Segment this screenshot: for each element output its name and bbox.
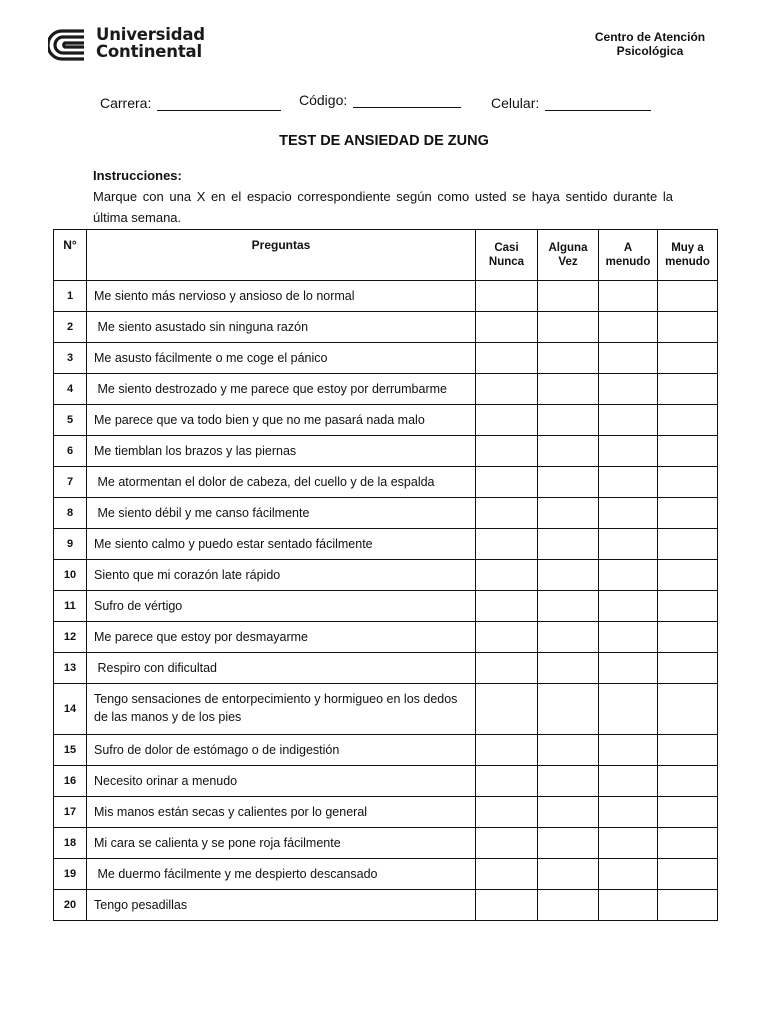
answer-cell-alguna-vez[interactable] <box>538 343 599 374</box>
table-row <box>54 529 718 560</box>
answer-cell-a-menudo[interactable] <box>599 591 658 622</box>
answer-cell-muy-a-menudo[interactable] <box>658 797 718 828</box>
answer-cell-alguna-vez[interactable] <box>538 467 599 498</box>
question-text: Me siento calmo y puedo estar sentado fácilmente <box>87 529 476 560</box>
question-number: 3 <box>54 343 87 374</box>
option-header-a-menudo-line2: menudo <box>605 256 651 268</box>
option-header-muy-a-menudo-line2: menudo <box>665 256 710 268</box>
answer-cell-muy-a-menudo[interactable] <box>658 560 718 591</box>
answer-cell-muy-a-menudo[interactable] <box>658 436 718 467</box>
table-row <box>54 343 718 374</box>
codigo-field <box>299 92 461 108</box>
question-number: 13 <box>54 653 87 684</box>
answer-cell-a-menudo[interactable] <box>599 735 658 766</box>
answer-cell-a-menudo[interactable] <box>599 281 658 312</box>
celular-field <box>491 95 651 111</box>
answer-cell-casi-nunca[interactable] <box>476 684 538 735</box>
question-text: Sufro de dolor de estómago o de indigestión <box>87 735 476 766</box>
table-row <box>54 560 718 591</box>
question-text: Me parece que va todo bien y que no me pasará nada malo <box>87 405 476 436</box>
option-header-a-menudo <box>599 230 658 281</box>
question-number: 9 <box>54 529 87 560</box>
carrera-field <box>100 95 281 111</box>
option-header-alguna-vez-line1: Alguna <box>548 242 588 254</box>
question-text: Tengo sensaciones de entorpecimiento y hormigueo en los dedos de las manos y de los pies <box>87 684 476 735</box>
answer-cell-alguna-vez[interactable] <box>538 498 599 529</box>
answer-cell-casi-nunca[interactable] <box>476 467 538 498</box>
answer-cell-alguna-vez[interactable] <box>538 281 599 312</box>
answer-cell-alguna-vez[interactable] <box>538 374 599 405</box>
table-row <box>54 766 718 797</box>
question-number: 19 <box>54 859 87 890</box>
question-text: Mis manos están secas y calientes por lo general <box>87 797 476 828</box>
answer-cell-alguna-vez[interactable] <box>538 591 599 622</box>
option-header-casi-nunca <box>476 230 538 281</box>
answer-cell-a-menudo[interactable] <box>599 498 658 529</box>
table-row <box>54 684 718 735</box>
answer-cell-casi-nunca[interactable] <box>476 343 538 374</box>
table-row <box>54 653 718 684</box>
answer-cell-alguna-vez[interactable] <box>538 622 599 653</box>
table-row <box>54 859 718 890</box>
question-number: 17 <box>54 797 87 828</box>
question-text: Me parece que estoy por desmayarme <box>87 622 476 653</box>
logo-line-1: Universidad <box>96 25 205 44</box>
answer-cell-alguna-vez[interactable] <box>538 560 599 591</box>
question-text: Siento que mi corazón late rápido <box>87 560 476 591</box>
option-header-alguna-vez <box>538 230 599 281</box>
center-name-line-2: Psicológica <box>616 44 684 58</box>
question-number: 12 <box>54 622 87 653</box>
answer-cell-alguna-vez[interactable] <box>538 405 599 436</box>
answer-cell-muy-a-menudo[interactable] <box>658 467 718 498</box>
option-header-muy-a-menudo-line1: Muy a <box>671 242 704 254</box>
question-text: Respiro con dificultad <box>87 653 476 684</box>
question-number: 15 <box>54 735 87 766</box>
answer-cell-muy-a-menudo[interactable] <box>658 343 718 374</box>
instructions-label: Instrucciones: <box>93 168 182 183</box>
answer-cell-muy-a-menudo[interactable] <box>658 312 718 343</box>
answer-cell-casi-nunca[interactable] <box>476 797 538 828</box>
table-row <box>54 374 718 405</box>
table-row <box>54 890 718 921</box>
table-row <box>54 828 718 859</box>
answer-cell-muy-a-menudo[interactable] <box>658 281 718 312</box>
instructions <box>93 165 673 228</box>
answer-cell-muy-a-menudo[interactable] <box>658 498 718 529</box>
carrera-label: Carrera: <box>100 95 152 111</box>
question-number: 4 <box>54 374 87 405</box>
answer-cell-a-menudo[interactable] <box>599 374 658 405</box>
answer-cell-casi-nunca[interactable] <box>476 766 538 797</box>
zung-test-table <box>53 229 718 921</box>
question-number: 20 <box>54 890 87 921</box>
answer-cell-a-menudo[interactable] <box>599 859 658 890</box>
university-logo-icon <box>48 28 88 62</box>
answer-cell-alguna-vez[interactable] <box>538 684 599 735</box>
question-number: 8 <box>54 498 87 529</box>
codigo-label: Código: <box>299 92 348 108</box>
table-row <box>54 467 718 498</box>
answer-cell-alguna-vez[interactable] <box>538 436 599 467</box>
question-number: 14 <box>54 684 87 735</box>
question-number: 6 <box>54 436 87 467</box>
answer-cell-muy-a-menudo[interactable] <box>658 684 718 735</box>
answer-cell-casi-nunca[interactable] <box>476 281 538 312</box>
answer-cell-muy-a-menudo[interactable] <box>658 890 718 921</box>
question-number: 1 <box>54 281 87 312</box>
answer-cell-casi-nunca[interactable] <box>476 735 538 766</box>
logo-wordmark <box>96 26 205 60</box>
answer-cell-alguna-vez[interactable] <box>538 529 599 560</box>
question-number: 5 <box>54 405 87 436</box>
answer-cell-alguna-vez[interactable] <box>538 766 599 797</box>
answer-cell-muy-a-menudo[interactable] <box>658 828 718 859</box>
question-text: Me tiemblan los brazos y las piernas <box>87 436 476 467</box>
answer-cell-a-menudo[interactable] <box>599 436 658 467</box>
answer-cell-muy-a-menudo[interactable] <box>658 529 718 560</box>
question-text: Sufro de vértigo <box>87 591 476 622</box>
answer-cell-a-menudo[interactable] <box>599 622 658 653</box>
answer-cell-a-menudo[interactable] <box>599 828 658 859</box>
answer-cell-a-menudo[interactable] <box>599 890 658 921</box>
celular-input-line[interactable] <box>545 96 651 111</box>
question-text: Me atormentan el dolor de cabeza, del cuello y de la espalda <box>87 467 476 498</box>
document-title: TEST DE ANSIEDAD DE ZUNG <box>279 133 489 149</box>
table-row <box>54 797 718 828</box>
table-row <box>54 312 718 343</box>
table-row <box>54 281 718 312</box>
question-number: 7 <box>54 467 87 498</box>
question-text: Mi cara se calienta y se pone roja fácilmente <box>87 828 476 859</box>
question-text: Me siento destrozado y me parece que estoy por derrumbarme <box>87 374 476 405</box>
carrera-input-line[interactable] <box>157 96 281 111</box>
answer-cell-a-menudo[interactable] <box>599 766 658 797</box>
table-row <box>54 436 718 467</box>
table-row <box>54 405 718 436</box>
answer-cell-muy-a-menudo[interactable] <box>658 766 718 797</box>
answer-cell-casi-nunca[interactable] <box>476 374 538 405</box>
answer-cell-casi-nunca[interactable] <box>476 312 538 343</box>
answer-cell-casi-nunca[interactable] <box>476 405 538 436</box>
question-number: 2 <box>54 312 87 343</box>
answer-cell-alguna-vez[interactable] <box>538 797 599 828</box>
center-name-line-1: Centro de Atención <box>594 30 706 44</box>
answer-cell-casi-nunca[interactable] <box>476 890 538 921</box>
table-header-row <box>54 230 718 281</box>
questions-header: Preguntas <box>87 230 476 281</box>
question-text: Me asusto fácilmente o me coge el pánico <box>87 343 476 374</box>
option-header-muy-a-menudo <box>658 230 718 281</box>
question-text: Me siento asustado sin ninguna razón <box>87 312 476 343</box>
answer-cell-a-menudo[interactable] <box>599 684 658 735</box>
answer-cell-a-menudo[interactable] <box>599 312 658 343</box>
answer-cell-alguna-vez[interactable] <box>538 312 599 343</box>
center-name <box>560 30 740 58</box>
answer-cell-muy-a-menudo[interactable] <box>658 859 718 890</box>
answer-cell-a-menudo[interactable] <box>599 405 658 436</box>
celular-label: Celular: <box>491 95 540 111</box>
university-logo <box>48 26 218 66</box>
answer-cell-casi-nunca[interactable] <box>476 436 538 467</box>
answer-cell-muy-a-menudo[interactable] <box>658 405 718 436</box>
table-row <box>54 498 718 529</box>
answer-cell-muy-a-menudo[interactable] <box>658 591 718 622</box>
option-header-alguna-vez-line2: Vez <box>558 256 578 268</box>
answer-cell-muy-a-menudo[interactable] <box>658 735 718 766</box>
logo-line-2: Continental <box>96 42 202 61</box>
answer-cell-casi-nunca[interactable] <box>476 653 538 684</box>
table-row <box>54 591 718 622</box>
option-header-casi-nunca-line1: Casi <box>494 242 519 254</box>
instructions-text: Marque con una X en el espacio correspondiente según como usted se haya sentido durante la última semana. <box>93 189 673 225</box>
option-header-a-menudo-line1: A <box>623 242 633 254</box>
question-number: 11 <box>54 591 87 622</box>
answer-cell-alguna-vez[interactable] <box>538 859 599 890</box>
answer-cell-alguna-vez[interactable] <box>538 828 599 859</box>
question-text: Me siento más nervioso y ansioso de lo normal <box>87 281 476 312</box>
answer-cell-a-menudo[interactable] <box>599 467 658 498</box>
answer-cell-casi-nunca[interactable] <box>476 560 538 591</box>
question-number: 18 <box>54 828 87 859</box>
answer-cell-a-menudo[interactable] <box>599 529 658 560</box>
answer-cell-alguna-vez[interactable] <box>538 735 599 766</box>
answer-cell-alguna-vez[interactable] <box>538 653 599 684</box>
answer-cell-alguna-vez[interactable] <box>538 890 599 921</box>
question-number: 16 <box>54 766 87 797</box>
table-row <box>54 735 718 766</box>
answer-cell-a-menudo[interactable] <box>599 797 658 828</box>
answer-cell-casi-nunca[interactable] <box>476 529 538 560</box>
question-text: Me duermo fácilmente y me despierto descansado <box>87 859 476 890</box>
answer-cell-a-menudo[interactable] <box>599 560 658 591</box>
question-text: Necesito orinar a menudo <box>87 766 476 797</box>
answer-cell-casi-nunca[interactable] <box>476 622 538 653</box>
answer-cell-muy-a-menudo[interactable] <box>658 374 718 405</box>
table-row <box>54 622 718 653</box>
answer-cell-casi-nunca[interactable] <box>476 498 538 529</box>
answer-cell-casi-nunca[interactable] <box>476 859 538 890</box>
question-number: 10 <box>54 560 87 591</box>
answer-cell-muy-a-menudo[interactable] <box>658 622 718 653</box>
option-header-casi-nunca-line2: Nunca <box>488 256 525 268</box>
answer-cell-a-menudo[interactable] <box>599 653 658 684</box>
question-text: Me siento débil y me canso fácilmente <box>87 498 476 529</box>
answer-cell-a-menudo[interactable] <box>599 343 658 374</box>
number-header: N° <box>54 230 87 281</box>
question-text: Tengo pesadillas <box>87 890 476 921</box>
codigo-input-line[interactable] <box>353 93 461 108</box>
answer-cell-casi-nunca[interactable] <box>476 591 538 622</box>
student-fields <box>0 92 768 117</box>
answer-cell-muy-a-menudo[interactable] <box>658 653 718 684</box>
answer-cell-casi-nunca[interactable] <box>476 828 538 859</box>
